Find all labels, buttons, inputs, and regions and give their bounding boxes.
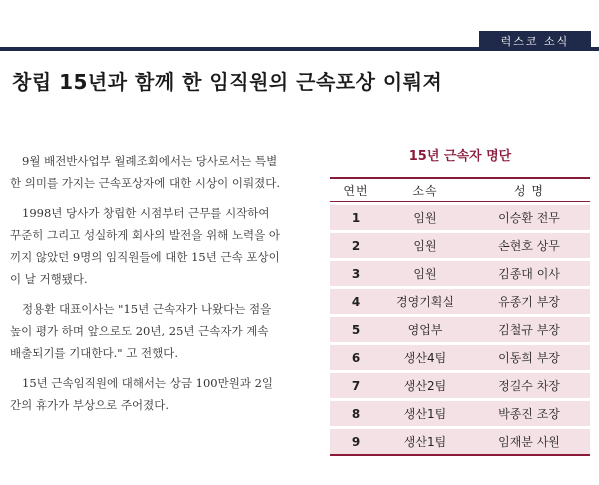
roster-number: 6 — [330, 345, 382, 370]
roster-department: 영업부 — [382, 317, 468, 342]
roster-name: 임재분 사원 — [468, 429, 590, 456]
table-row — [330, 429, 590, 456]
roster-name: 이승환 전무 — [468, 205, 590, 230]
roster-name: 손현호 상무 — [468, 233, 590, 258]
roster-header-name: 성 명 — [468, 177, 590, 202]
article-paragraph: 9월 배전반사업부 월례조회에서는 당사로서는 특별한 의미를 가지는 근속포상자에 대한 시상이 이뤄졌다. — [10, 154, 280, 190]
roster-number: 4 — [330, 289, 382, 314]
roster-department: 생산1팀 — [382, 429, 468, 456]
roster-header-department: 소속 — [382, 177, 468, 202]
roster-table — [330, 174, 590, 459]
roster-number: 9 — [330, 429, 382, 456]
roster-number: 5 — [330, 317, 382, 342]
roster-number: 8 — [330, 401, 382, 426]
roster-department: 생산1팀 — [382, 401, 468, 426]
article-body — [10, 150, 282, 424]
article-paragraph: 1998년 당사가 창립한 시점부터 근무를 시작하여 꾸준히 그리고 성실하게 회사의 발전을 위해 노력을 아끼지 않았던 9명의 임직원들에 대한 15년 근속 포상이 이 날 거행됐다. — [10, 206, 280, 286]
roster-number: 3 — [330, 261, 382, 286]
roster-name: 정길수 차장 — [468, 373, 590, 398]
section-label: 럭스코 소식 — [479, 31, 591, 51]
roster-name: 김종대 이사 — [468, 261, 590, 286]
article-paragraph: 15년 근속임직원에 대해서는 상금 100만원과 2일간의 휴가가 부상으로 주어졌다. — [10, 376, 274, 412]
table-row — [330, 401, 590, 426]
table-row — [330, 317, 590, 342]
article-paragraph: 정용환 대표이사는 "15년 근속자가 나왔다는 점을 높이 평가 하며 앞으로도 20년, 25년 근속자가 계속 배출되기를 기대한다." 고 전했다. — [10, 302, 272, 360]
roster-department: 임원 — [382, 233, 468, 258]
roster-header-number: 연번 — [330, 177, 382, 202]
roster-title: 15년 근속자 명단 — [408, 149, 512, 164]
roster-department: 경영기획실 — [382, 289, 468, 314]
article-headline: 창립 15년과 함께 한 임직원의 근속포상 이뤄져 — [12, 70, 443, 94]
roster-name: 박종진 조장 — [468, 401, 590, 426]
roster-name: 이동희 부장 — [468, 345, 590, 370]
roster-department: 임원 — [382, 205, 468, 230]
table-row — [330, 289, 590, 314]
roster-number: 7 — [330, 373, 382, 398]
roster-number: 2 — [330, 233, 382, 258]
roster-department: 임원 — [382, 261, 468, 286]
roster-department: 생산4팀 — [382, 345, 468, 370]
table-row — [330, 205, 590, 230]
roster-header-row — [330, 177, 590, 202]
table-row — [330, 261, 590, 286]
roster-department: 생산2팀 — [382, 373, 468, 398]
table-row — [330, 233, 590, 258]
roster-name: 유종기 부장 — [468, 289, 590, 314]
roster-number: 1 — [330, 205, 382, 230]
table-row — [330, 345, 590, 370]
roster-name: 김철규 부장 — [468, 317, 590, 342]
table-row — [330, 373, 590, 398]
